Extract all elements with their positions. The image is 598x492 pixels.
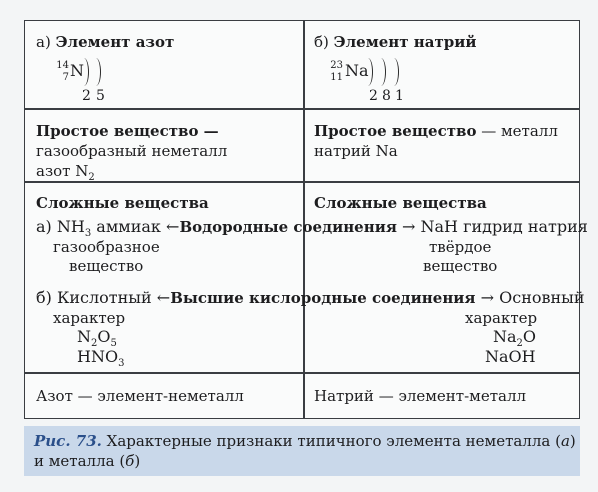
nitrogen-atomic-number: 7	[62, 72, 69, 83]
sodium-heading: б) Элемент натрий	[314, 33, 477, 51]
arrow-right-icon: →	[480, 288, 495, 307]
arrow-right-icon: →	[402, 217, 416, 236]
comparison-table	[24, 20, 588, 419]
arrow-left-icon: ←	[156, 288, 171, 307]
figure-caption	[24, 426, 580, 476]
hydrogen-compounds-row: а) $NH_3$ аммиак ←Водородные соединения → NaH гидрид натрия	[36, 217, 588, 240]
sodium-hydride-state-line2: вещество	[423, 257, 498, 275]
complex-substances-title-right: Сложные вещества	[314, 194, 487, 212]
ammonia-state-line2: вещество	[69, 257, 144, 275]
nitrogen-simple-substance-type: газообразный неметалл	[36, 142, 228, 160]
sodium-symbol: Na	[345, 61, 369, 80]
row-divider-2	[25, 181, 579, 183]
nitrogen-symbol: N	[70, 61, 84, 80]
electron-shell-arc	[79, 58, 89, 86]
sodium-oxide-formula: $Na_2O$	[493, 327, 537, 350]
sodium-conclusion: Натрий — элемент-металл	[314, 387, 527, 405]
electron-shell-arc	[389, 58, 399, 86]
caption-line-2: и металла (б)	[34, 452, 141, 470]
sodium-atomic-number: 11	[330, 72, 343, 83]
hydrogen-compounds-label: Водородные соединения	[179, 218, 397, 236]
oxygen-compounds-row: б) Кислотный ←Высшие кислородные соединения → Основный	[36, 288, 585, 307]
sodium-simple-substance-title: Простое вещество — металл	[314, 122, 558, 140]
nitric-acid-formula: $HNO_3$	[77, 347, 125, 370]
sodium-shell-3-count: 1	[395, 88, 407, 104]
nitrogen-simple-substance-title: Простое вещество —	[36, 122, 219, 140]
sodium-hydride-state-line1: твёрдое	[429, 238, 492, 256]
nitrogen-heading: а) Элемент азот	[36, 33, 175, 51]
nitrogen-simple-substance-formula: азот $N_2$	[36, 162, 95, 183]
nitrogen-mass-number: 14	[56, 60, 69, 71]
electron-shell-arc	[363, 58, 373, 86]
basic-character-label: характер	[465, 309, 538, 327]
sodium-mass-number: 23	[330, 60, 343, 71]
sodium-hydroxide-formula: NaOH	[485, 347, 536, 366]
nitrogen-shell-2-count: 5	[96, 88, 108, 104]
sodium-shell-1-count: 2	[369, 88, 381, 104]
nitrogen-oxide-formula: $N_2O_5$	[77, 327, 117, 350]
sodium-shell-2-count: 8	[382, 88, 394, 104]
sodium-simple-substance-formula: натрий Na	[314, 142, 398, 160]
caption-line-1: Рис. 73. Характерные признаки типичного элемента неметалла (а)	[34, 432, 576, 450]
acidic-character-label: характер	[53, 309, 126, 327]
nitrogen-conclusion: Азот — элемент-неметалл	[36, 387, 244, 405]
arrow-left-icon: ←	[166, 217, 180, 236]
nitrogen-shell-1-count: 2	[82, 88, 94, 104]
figure-label: Рис. 73.	[34, 432, 102, 450]
ammonia-state-line1: газообразное	[53, 238, 160, 256]
electron-shell-arc	[91, 58, 101, 86]
row-divider-3	[25, 372, 579, 374]
electron-shell-arc	[376, 58, 386, 86]
complex-substances-title-left: Сложные вещества	[36, 194, 209, 212]
oxygen-compounds-label: Высшие кислородные соединения	[170, 289, 476, 307]
row-divider-1	[25, 108, 579, 110]
